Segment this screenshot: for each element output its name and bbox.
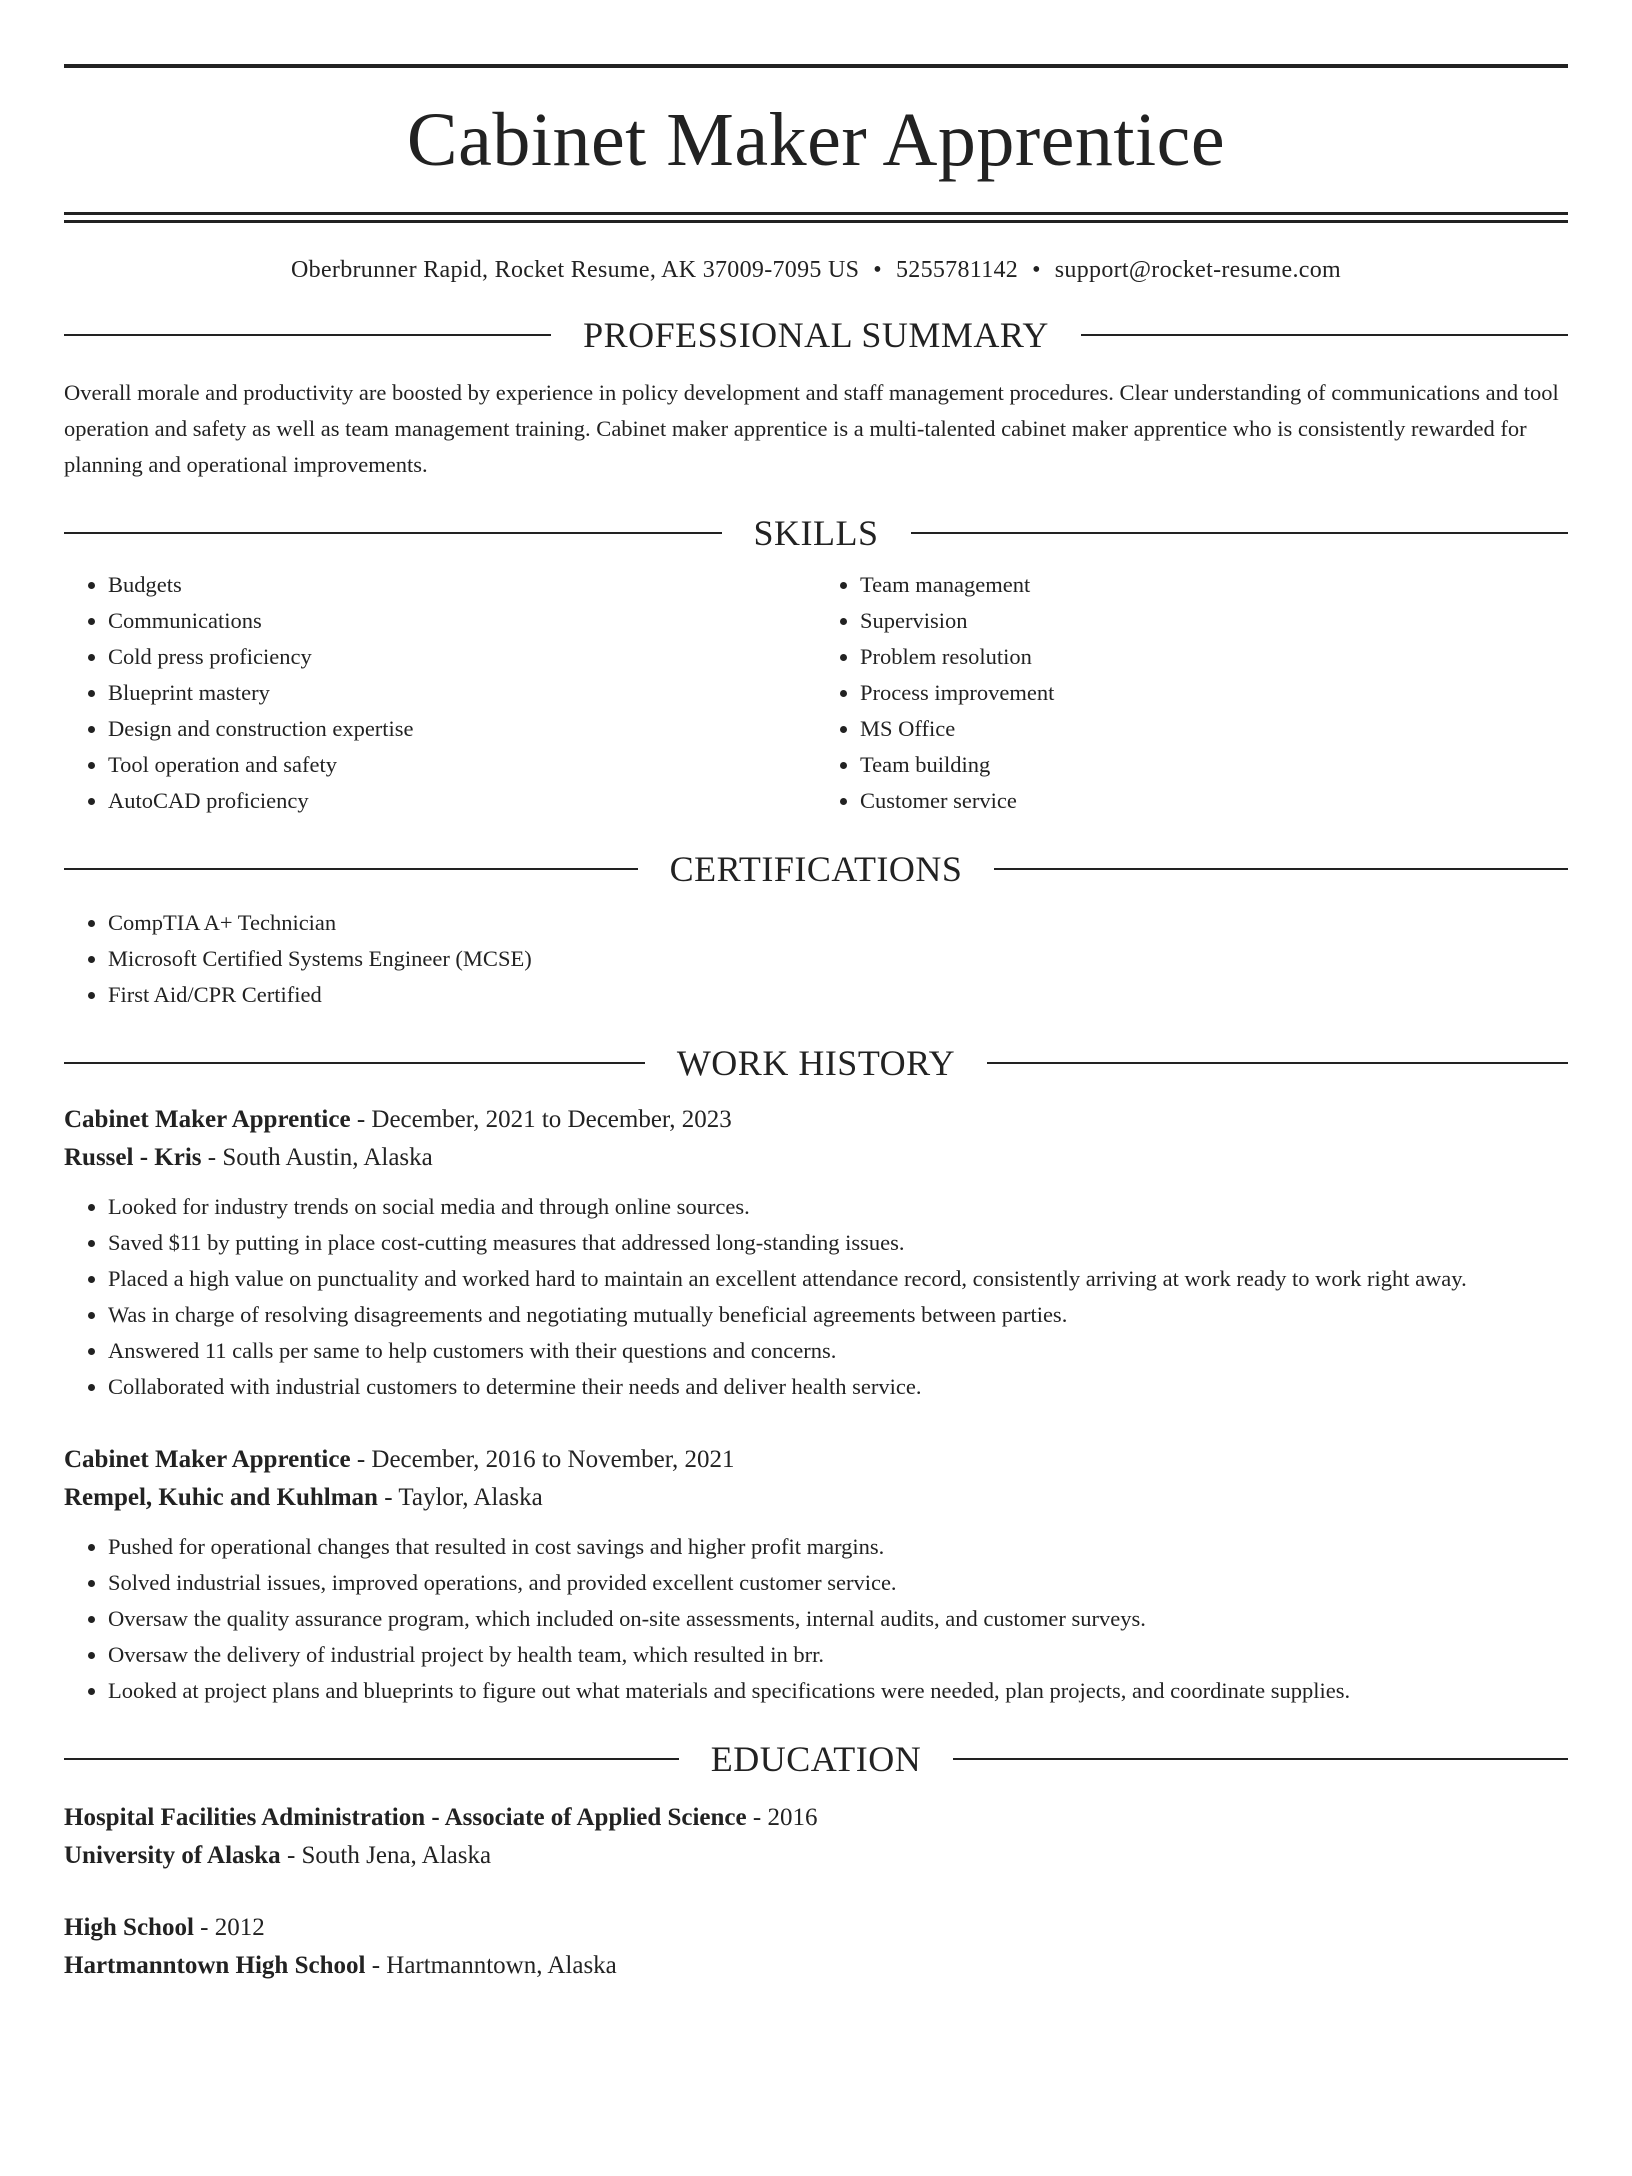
job-title-line	[64, 1441, 1568, 1479]
section-title: PROFESSIONAL SUMMARY	[583, 314, 1049, 355]
job-entry	[64, 1101, 1568, 1405]
job-location: - Taylor, Alaska	[377, 1483, 543, 1511]
section-heading-work	[64, 1042, 1568, 1083]
education-school-line	[64, 1837, 1568, 1875]
heading-rule	[987, 1062, 1568, 1064]
title-double-divider	[64, 212, 1568, 223]
education-school: University of Alaska	[64, 1841, 281, 1869]
job-bullet: • Pushed for operational changes that resulted in cost savings and higher profit margins.	[108, 1529, 1568, 1565]
heading-rule	[64, 1062, 645, 1064]
skills-list-left	[64, 567, 816, 819]
summary-text: Overall morale and productivity are boosted by experience in policy development and staff management procedures. Clear understanding of communications and tool operation and safety as well as team management training. Cabinet maker apprentice is a multi-talented cabinet maker apprentice who is consistently rewarded for planning and operational improvements.	[64, 379, 1559, 477]
section-heading-certifications	[64, 848, 1568, 889]
job-bullets	[64, 1529, 1568, 1709]
skill-item: • Team building	[860, 747, 1568, 783]
skill-item: • Cold press proficiency	[108, 639, 816, 675]
job-title: Cabinet Maker Apprentice	[64, 1445, 351, 1473]
section-title: WORK HISTORY	[676, 1042, 956, 1083]
job-company: Russel - Kris	[64, 1143, 202, 1171]
section-title: CERTIFICATIONS	[669, 848, 963, 889]
education-entry	[64, 1799, 1568, 1875]
resume-title: Cabinet Maker Apprentice	[406, 98, 1226, 182]
job-bullet: • Oversaw the quality assurance program, which included on-site assessments, internal audits, and customer surveys.	[108, 1601, 1568, 1637]
certifications-list	[64, 905, 1568, 1013]
education-location: - Hartmanntown, Alaska	[365, 1951, 617, 1979]
education-year: - 2012	[193, 1913, 265, 1941]
education-location: - South Jena, Alaska	[280, 1841, 492, 1869]
education-degree-line	[64, 1909, 1568, 1947]
skill-item: • AutoCAD proficiency	[108, 783, 816, 819]
certification-item: • Microsoft Certified Systems Engineer (MCSE)	[108, 941, 1568, 977]
contact-address: Oberbrunner Rapid, Rocket Resume, AK 37009-7095 US	[291, 257, 860, 283]
job-bullets	[64, 1189, 1568, 1405]
education-school: Hartmanntown High School	[64, 1951, 366, 1979]
section-title: EDUCATION	[710, 1738, 922, 1779]
heading-rule	[64, 868, 638, 870]
section-heading-education	[64, 1738, 1568, 1779]
section-heading-skills	[64, 512, 1568, 553]
heading-rule	[911, 532, 1569, 534]
contact-phone: 5255781142	[895, 257, 1019, 283]
job-entry	[64, 1441, 1568, 1709]
contact-separator: •	[1032, 257, 1041, 283]
resume-page	[0, 64, 1632, 2176]
certification-item: • First Aid/CPR Certified	[108, 977, 1568, 1013]
skill-item: • Process improvement	[860, 675, 1568, 711]
job-dates: - December, 2016 to November, 2021	[350, 1445, 735, 1473]
job-bullet: • Looked for industry trends on social media and through online sources.	[108, 1189, 1568, 1225]
section-heading-summary	[64, 314, 1568, 355]
skill-item: • Budgets	[108, 567, 816, 603]
job-bullet: • Saved $11 by putting in place cost-cutting measures that addressed long-standing issues.	[108, 1225, 1568, 1261]
section-title: SKILLS	[753, 512, 879, 553]
heading-rule	[64, 1758, 679, 1760]
skills-grid	[64, 567, 1568, 819]
education-year: - 2016	[746, 1803, 818, 1831]
job-company-line	[64, 1139, 1568, 1177]
job-company: Rempel, Kuhic and Kuhlman	[64, 1483, 378, 1511]
job-bullet: • Answered 11 calls per same to help customers with their questions and concerns.	[108, 1333, 1568, 1369]
contact-separator: •	[873, 257, 882, 283]
job-bullet: • Placed a high value on punctuality and worked hard to maintain an excellent attendance record, consistently arriving at work ready to work right away.	[108, 1261, 1568, 1297]
heading-rule	[64, 334, 551, 336]
job-bullet: • Solved industrial issues, improved operations, and provided excellent customer service.	[108, 1565, 1568, 1601]
job-bullet: • Looked at project plans and blueprints to figure out what materials and specifications were needed, plan projects, and coordinate supplies.	[108, 1673, 1568, 1709]
skill-item: • Customer service	[860, 783, 1568, 819]
education-school-line	[64, 1947, 1568, 1985]
education-degree: Hospital Facilities Administration - Associate of Applied Science	[64, 1803, 747, 1831]
certification-item: • CompTIA A+ Technician	[108, 905, 1568, 941]
skill-item: • MS Office	[860, 711, 1568, 747]
skill-item: • Team management	[860, 567, 1568, 603]
education-entry	[64, 1909, 1568, 1985]
job-bullet: • Collaborated with industrial customers to determine their needs and deliver health service.	[108, 1369, 1568, 1405]
skills-list-right	[816, 567, 1568, 819]
skill-item: • Supervision	[860, 603, 1568, 639]
skill-item: • Communications	[108, 603, 816, 639]
job-bullet: • Was in charge of resolving disagreements and negotiating mutually beneficial agreements between parties.	[108, 1297, 1568, 1333]
job-title-line	[64, 1101, 1568, 1139]
skill-item: • Blueprint mastery	[108, 675, 816, 711]
skill-item: • Design and construction expertise	[108, 711, 816, 747]
job-title: Cabinet Maker Apprentice	[64, 1105, 351, 1133]
heading-rule	[1081, 334, 1568, 336]
education-degree: High School	[64, 1913, 194, 1941]
heading-rule	[953, 1758, 1568, 1760]
heading-rule	[994, 868, 1568, 870]
heading-rule	[64, 532, 722, 534]
skill-item: • Problem resolution	[860, 639, 1568, 675]
skill-item: • Tool operation and safety	[108, 747, 816, 783]
contact-email: support@rocket-resume.com	[1054, 257, 1341, 283]
job-company-line	[64, 1479, 1568, 1517]
job-location: - South Austin, Alaska	[201, 1143, 433, 1171]
job-bullet: • Oversaw the delivery of industrial project by health team, which resulted in brr.	[108, 1637, 1568, 1673]
contact-line	[64, 256, 1568, 285]
education-degree-line	[64, 1799, 1568, 1837]
top-divider	[64, 64, 1568, 68]
job-dates: - December, 2021 to December, 2023	[350, 1105, 732, 1133]
